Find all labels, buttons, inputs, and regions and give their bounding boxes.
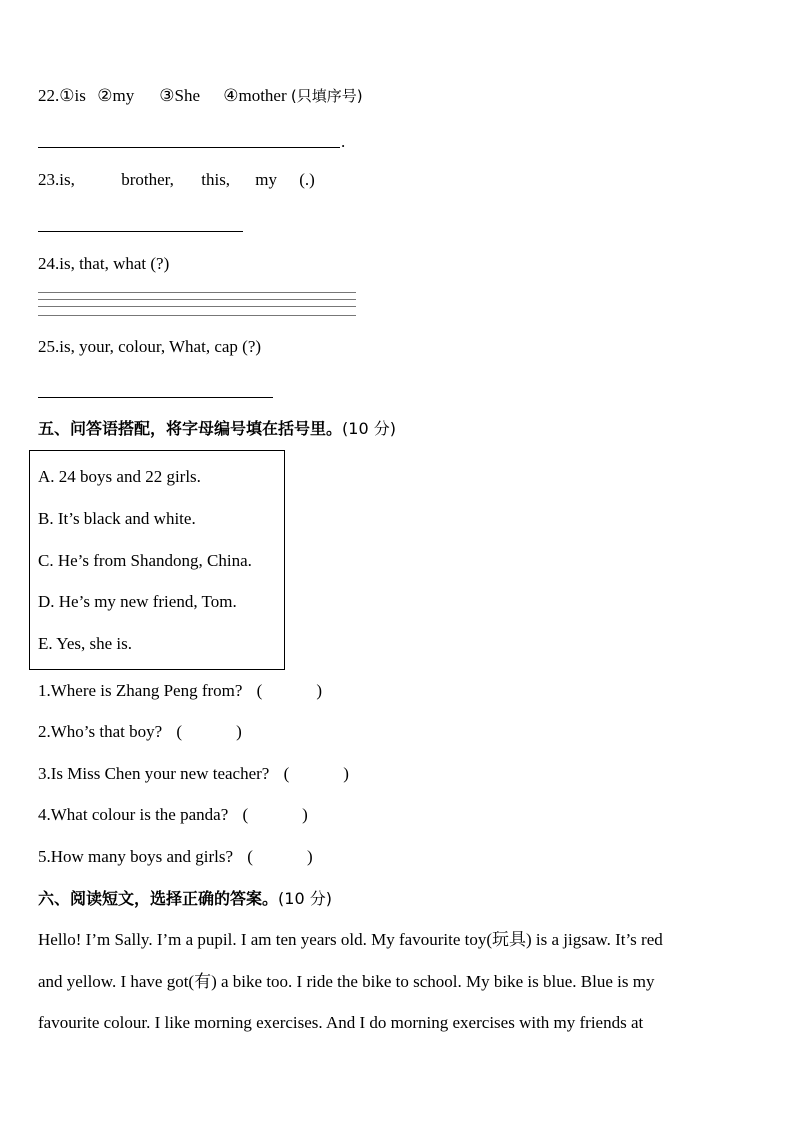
question-22-number: 22. [38,86,60,105]
question-23-word: brother, [121,170,174,189]
match-question-5 [38,847,313,867]
passage-line-2: and yellow. I have got(有) a bike too. I ride the bike to school. My bike is blue. Blue is my [38,972,655,991]
question-22-hint: (只填序号) [290,87,363,105]
writing-line-24-3[interactable] [38,306,356,307]
section-5-title: 五、问答语搭配，将字母编号填在括号里。 [38,419,343,438]
section-6-title: 六、阅读短文，选择正确的答案。 [38,889,279,908]
question-23-word: (.) [299,170,315,189]
answer-blank[interactable]: ( ) [242,805,308,824]
match-question-text: 5.How many boys and girls? [38,847,234,866]
match-question-text: 2.Who’s that boy? [38,722,163,741]
answer-line-22-end-mark: . [341,132,346,151]
passage-line-3: favourite colour. I like morning exercises. And I do morning exercises with my friends at [38,1013,644,1032]
match-question-text: 3.Is Miss Chen your new teacher? [38,764,270,783]
answer-blank[interactable]: ( ) [256,681,323,700]
passage-line-1: Hello! I’m Sally. I’m a pupil. I am ten years old. My favourite toy(玩具) is a jigsaw. It’s red [38,930,663,949]
section-6-score: (10 分) [278,889,332,908]
question-22-word: ①is [59,86,86,105]
answer-blank[interactable]: ( ) [247,847,313,866]
match-question-4 [38,805,308,825]
writing-line-24-1[interactable] [38,292,356,293]
answer-blank[interactable]: ( ) [176,722,242,741]
option-e: E. Yes, she is. [38,634,132,653]
option-a: A. 24 boys and 22 girls. [38,467,201,486]
option-c: C. He’s from Shandong, China. [38,551,252,570]
answer-line-23[interactable] [38,231,243,232]
writing-line-24-4[interactable] [38,315,356,316]
question-23 [38,170,315,190]
section-6-heading [38,889,332,909]
match-question-3 [38,764,349,784]
answer-options-box [29,450,285,670]
question-25: 25.is, your, colour, What, cap (?) [38,337,262,356]
question-23-word: is, [59,170,75,189]
match-question-2 [38,722,242,742]
question-23-number: 23. [38,170,60,189]
writing-line-24-2[interactable] [38,299,356,300]
question-23-word: this, [201,170,231,189]
answer-blank[interactable]: ( ) [283,764,349,783]
question-23-word: my [255,170,277,189]
option-b: B. It’s black and white. [38,509,196,528]
question-24: 24.is, that, what (?) [38,254,170,273]
answer-line-22[interactable] [38,147,340,148]
option-d: D. He’s my new friend, Tom. [38,592,237,611]
question-22-word: ③She [159,86,200,105]
match-question-text: 1.Where is Zhang Peng from? [38,681,243,700]
question-22-word: ②my [97,86,135,105]
match-question-text: 4.What colour is the panda? [38,805,229,824]
answer-line-25[interactable] [38,397,273,398]
question-22-word: ④mother [223,86,287,105]
section-5-score: (10 分) [342,419,396,438]
match-question-1 [38,681,322,701]
section-5-heading [38,419,396,439]
question-22 [38,86,363,106]
